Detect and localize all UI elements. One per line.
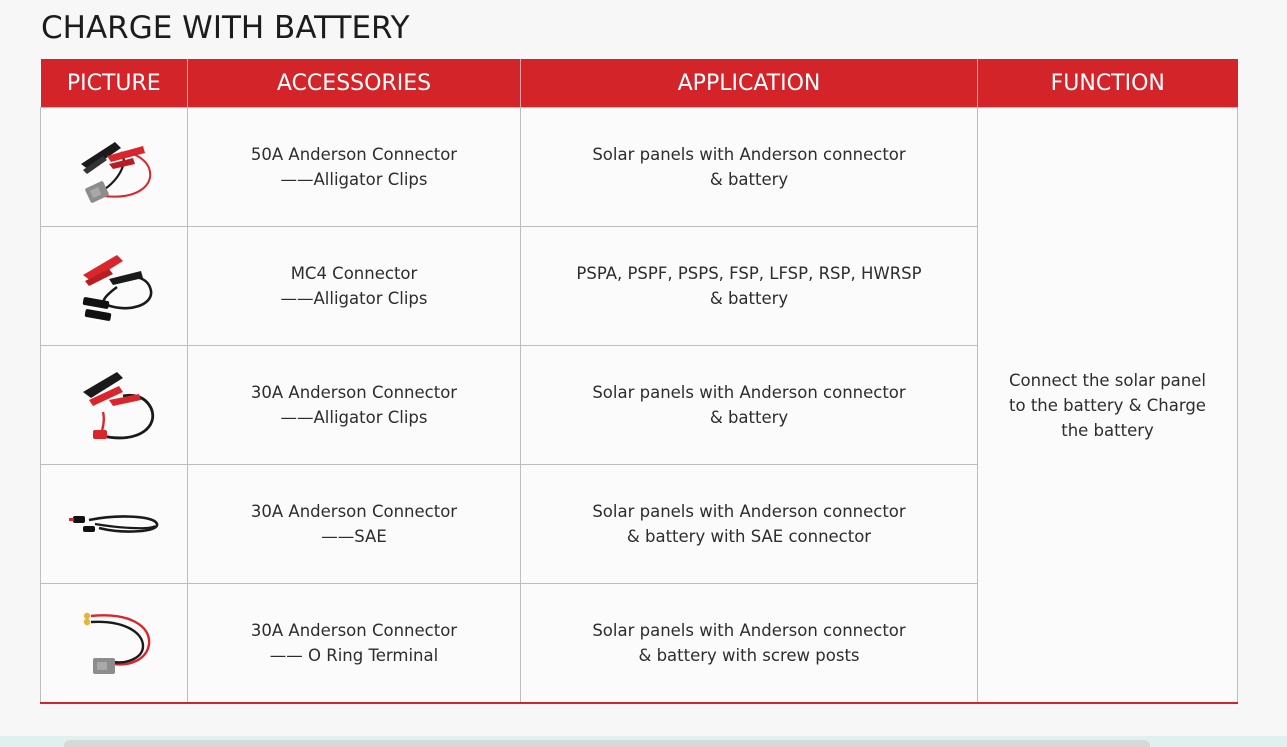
bottom-bar xyxy=(64,740,1150,747)
page-title: CHARGE WITH BATTERY xyxy=(41,10,410,46)
application-line: & battery xyxy=(709,289,789,308)
header-application: APPLICATION xyxy=(521,59,978,108)
accessory-type: ——Alligator Clips xyxy=(280,170,428,189)
accessory-name: 30A Anderson Connector xyxy=(250,502,458,521)
accessory-name: MC4 Connector xyxy=(290,264,418,283)
application-cell xyxy=(521,108,978,227)
accessory-cell xyxy=(188,584,521,704)
accessory-name: 30A Anderson Connector xyxy=(250,383,458,402)
anderson-50a-alligator-clips-cable-icon xyxy=(59,122,169,212)
picture-cell xyxy=(41,465,188,584)
accessory-cell xyxy=(188,346,521,465)
accessory-cell xyxy=(188,108,521,227)
accessory-type: ——Alligator Clips xyxy=(280,289,428,308)
application-line: & battery with screw posts xyxy=(638,646,860,665)
application-cell xyxy=(521,465,978,584)
application-line: & battery xyxy=(709,170,789,189)
accessories-table xyxy=(40,59,1238,704)
anderson-30a-o-ring-terminal-cable-icon xyxy=(59,598,169,688)
picture-cell xyxy=(41,108,188,227)
application-line: Solar panels with Anderson connector xyxy=(592,621,906,640)
accessory-cell xyxy=(188,227,521,346)
accessory-name: 30A Anderson Connector xyxy=(250,621,458,640)
accessory-type: ——Alligator Clips xyxy=(280,408,428,427)
header-function: FUNCTION xyxy=(978,59,1238,108)
picture-cell xyxy=(41,227,188,346)
picture-cell xyxy=(41,346,188,465)
application-line: & battery with SAE connector xyxy=(626,527,872,546)
header-picture: PICTURE xyxy=(41,59,188,108)
function-line: to the battery & Charge xyxy=(1009,395,1206,415)
table-row xyxy=(41,108,1238,227)
application-line: Solar panels with Anderson connector xyxy=(592,145,906,164)
application-line: & battery xyxy=(709,408,789,427)
mc4-alligator-clips-cable-icon xyxy=(59,241,169,331)
table-header-row xyxy=(41,59,1238,108)
header-accessories: ACCESSORIES xyxy=(188,59,521,108)
function-line: Connect the solar panel xyxy=(1009,370,1206,390)
application-line: Solar panels with Anderson connector xyxy=(592,502,906,521)
application-line: PSPA, PSPF, PSPS, FSP, LFSP, RSP, HWRSP xyxy=(576,264,922,283)
accessory-cell xyxy=(188,465,521,584)
accessory-name: 50A Anderson Connector xyxy=(250,145,458,164)
anderson-30a-sae-cable-icon xyxy=(59,494,169,554)
application-cell xyxy=(521,346,978,465)
application-cell xyxy=(521,227,978,346)
application-line: Solar panels with Anderson connector xyxy=(592,383,906,402)
anderson-30a-alligator-clips-cable-icon xyxy=(59,360,169,450)
accessory-type: —— O Ring Terminal xyxy=(269,646,439,665)
application-cell xyxy=(521,584,978,704)
function-cell xyxy=(978,108,1238,704)
picture-cell xyxy=(41,584,188,704)
function-line: the battery xyxy=(1061,420,1154,440)
accessory-type: ——SAE xyxy=(321,527,387,546)
